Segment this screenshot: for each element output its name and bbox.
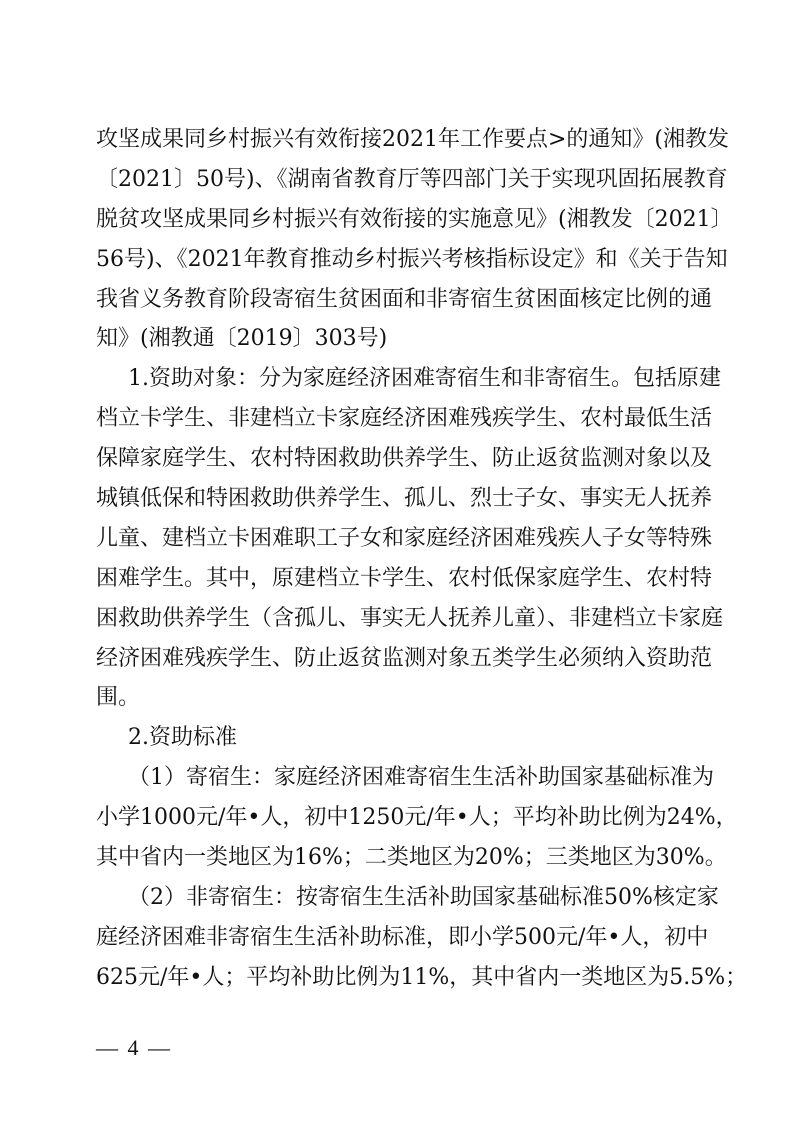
text-line: 知》(湘教通〔2019〕303号) xyxy=(96,326,388,352)
text-line: （1）寄宿生：家庭经济困难寄宿生生活补助国家基础标准为 xyxy=(128,765,714,791)
text-line: 小学1000元/年•人，初中1250元/年•人；平均补助比例为24%， xyxy=(96,805,738,831)
text-line: 困救助供养学生（含孤儿、事实无人抚养儿童）、非建档立卡家庭 xyxy=(96,605,724,631)
text-line: 保障家庭学生、农村特困救助供养学生、防止返贫监测对象以及 xyxy=(96,446,713,472)
section-heading: 2.资助标准 xyxy=(128,725,237,751)
text-line: 围。 xyxy=(96,685,141,711)
text-line: 城镇低保和特困救助供养学生、孤儿、烈士子女、事实无人抚养 xyxy=(96,486,713,512)
text-line: 攻坚成果同乡村振兴有效衔接2021年工作要点>的通知》(湘教发 xyxy=(96,127,730,152)
text-line: 脱贫攻坚成果同乡村振兴有效衔接的实施意见》(湘教发〔2021〕 xyxy=(96,206,733,232)
text-line: 我省义务教育阶段寄宿生贫困面和非寄宿生贫困面核定比例的通 xyxy=(96,286,713,312)
text-line: 56号)、《2021年教育推动乡村振兴考核指标设定》和《关于告知 xyxy=(96,246,728,272)
text-line: （2）非寄宿生：按寄宿生生活补助国家基础标准50%核定家 xyxy=(128,884,719,910)
text-line: 困难学生。其中，原建档立卡学生、农村低保家庭学生、农村特 xyxy=(96,565,713,591)
text-line: 档立卡学生、非建档立卡家庭经济困难残疾学生、农村最低生活 xyxy=(96,406,713,432)
text-line: 经济困难残疾学生、防止返贫监测对象五类学生必须纳入资助范 xyxy=(96,645,713,671)
text-line: 庭经济困难非寄宿生生活补助标准，即小学500元/年•人，初中 xyxy=(96,924,709,950)
text-line: 1.资助对象：分为家庭经济困难寄宿生和非寄宿生。包括原建 xyxy=(128,366,721,392)
text-line: 儿童、建档立卡困难职工子女和家庭经济困难残疾人子女等特殊 xyxy=(96,525,713,551)
document-body xyxy=(96,120,748,998)
text-line: 〔2021〕50号)、《湖南省教育厅等四部门关于实现巩固拓展教育 xyxy=(96,166,728,192)
page-number: — 4 — xyxy=(96,1035,172,1060)
text-line: 625元/年•人；平均补助比例为11%，其中省内一类地区为5.5%； xyxy=(96,964,748,990)
text-line: 其中省内一类地区为16%；二类地区为20%；三类地区为30%。 xyxy=(96,845,727,871)
